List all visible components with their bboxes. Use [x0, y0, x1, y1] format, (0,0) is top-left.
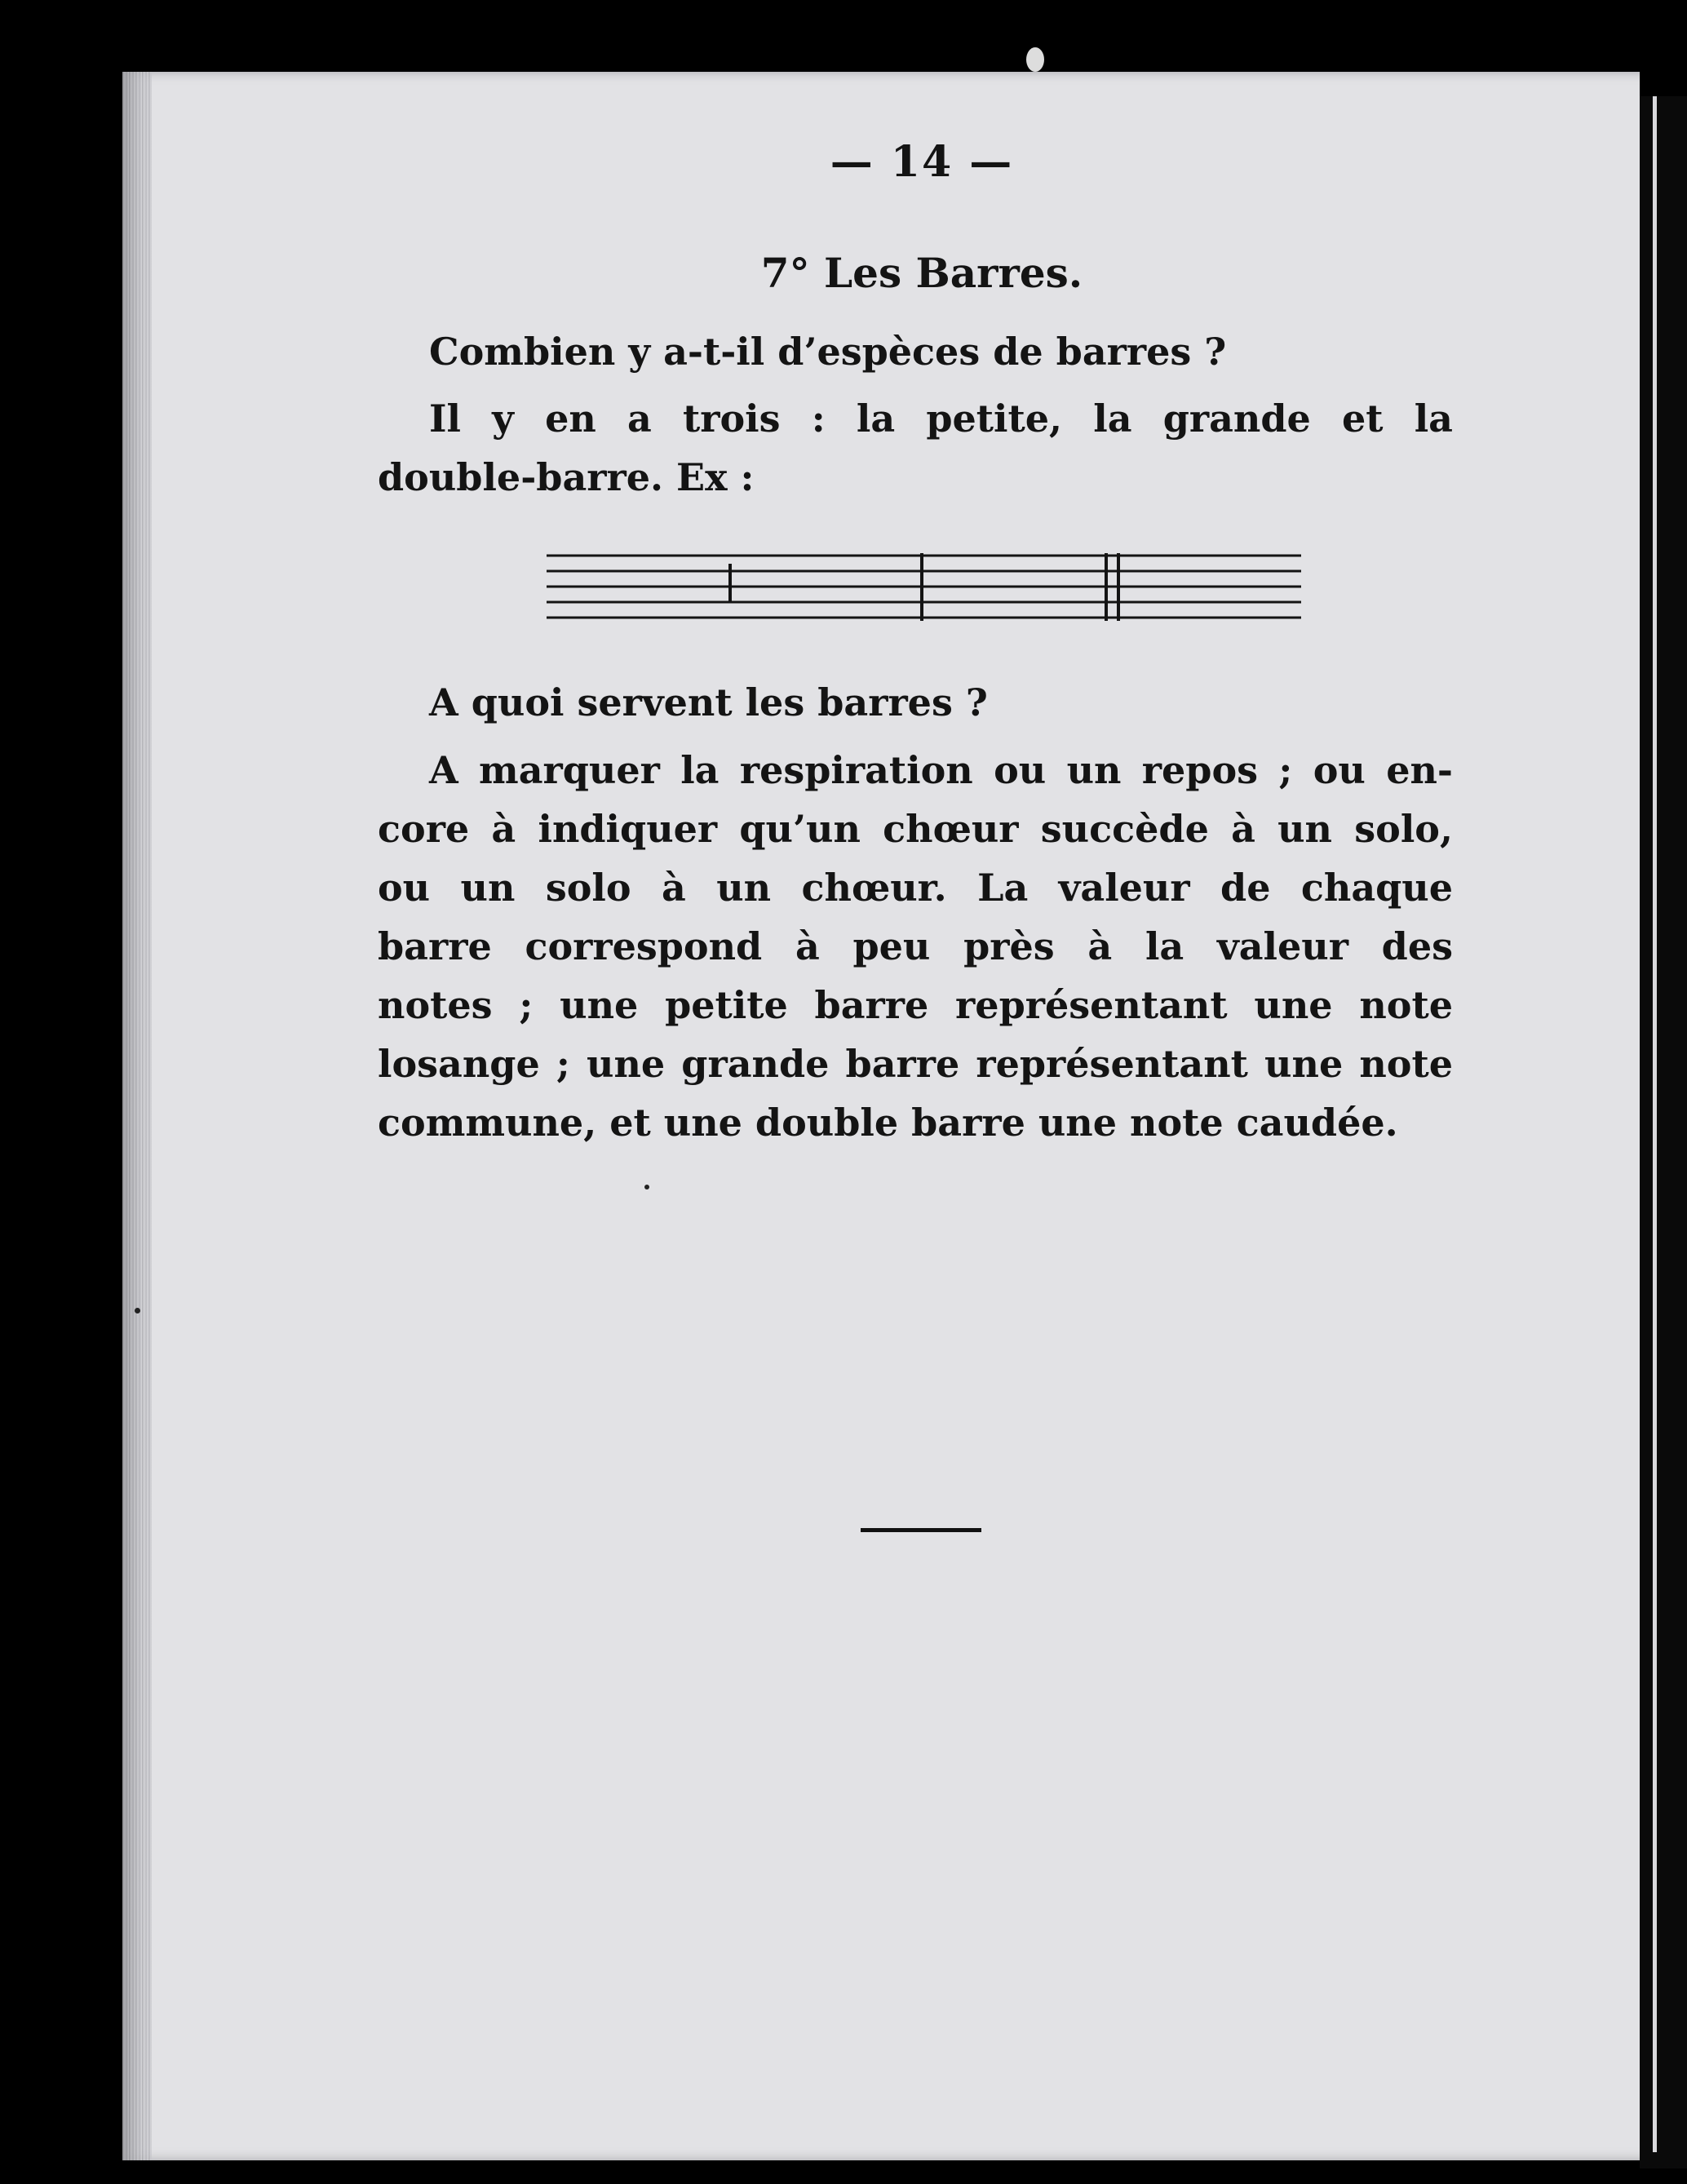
question-1: Combien y a-t-il d’espèces de barres ?: [429, 330, 1227, 374]
staff-with-bars-icon: [547, 551, 1301, 624]
answer-1-line-1: Il y en a trois : la petite, la grande et la: [429, 396, 1453, 441]
answer-2-line-3: ou un solo à un chœur. La valeur de chaque: [378, 866, 1453, 910]
page-number: — 14 —: [830, 137, 1014, 187]
section-title: 7° Les Barres.: [760, 249, 1083, 297]
paper-tear: [1026, 47, 1044, 72]
answer-1-line-2: double-barre. Ex :: [378, 455, 755, 499]
ink-speck: [135, 1308, 140, 1314]
answer-2-line-7: commune, et une double barre une note caudée.: [378, 1101, 1398, 1145]
next-page-edge-line: [1653, 96, 1657, 2152]
ink-speck: [644, 1185, 649, 1189]
question-2: A quoi servent les barres ?: [429, 680, 988, 724]
answer-2-line-4: barre correspond à peu près à la valeur des: [378, 924, 1453, 968]
end-rule: [861, 1528, 981, 1532]
next-page-edge: [1640, 96, 1687, 2168]
answer-2-line-5: notes ; une petite barre représentant une note: [378, 983, 1453, 1027]
answer-2-line-1: A marquer la respiration ou un repos ; ou en-: [429, 748, 1453, 792]
answer-2-line-6: losange ; une grande barre représentant une note: [378, 1042, 1453, 1086]
answer-2-line-2: core à indiquer qu’un chœur succède à un solo,: [378, 807, 1453, 851]
page-binding-edge: [122, 72, 152, 2160]
